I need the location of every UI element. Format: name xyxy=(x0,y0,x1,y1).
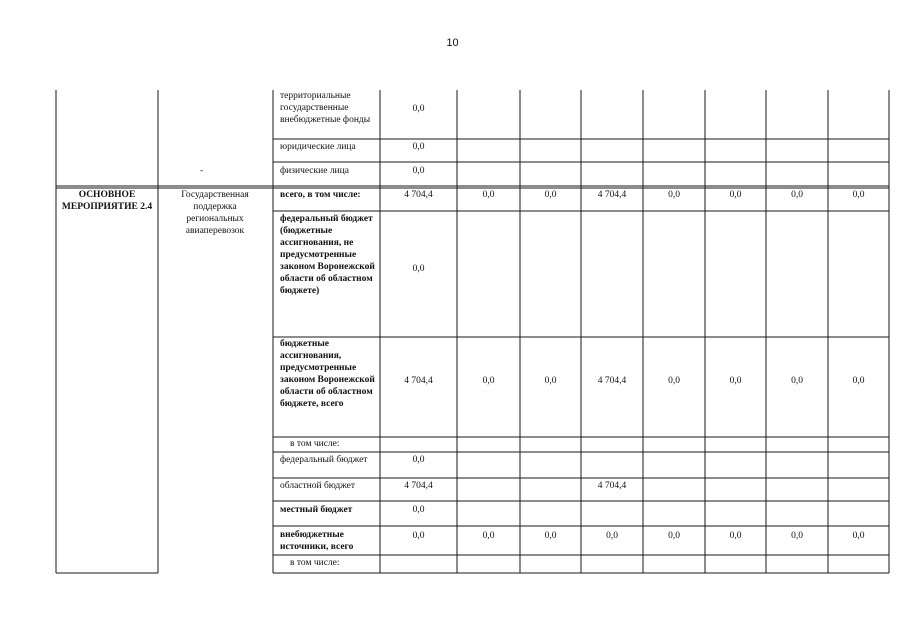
row-label-federal-not-provided: федеральный бюджет (бюджетные ассигнования, не предусмотренные законом Воронежской области об областном бюджете) xyxy=(280,214,375,296)
value-cell: 0,0 xyxy=(729,190,742,200)
value-cell: 4 704,4 xyxy=(597,190,627,200)
value-cell: 0,0 xyxy=(791,376,803,386)
value-cell: 0,0 xyxy=(412,142,425,152)
value-cell: 4 704,4 xyxy=(404,190,433,200)
page-number: 10 xyxy=(446,37,459,49)
row-label-federal-budget: федеральный бюджет xyxy=(280,455,368,465)
value-cell: 0,0 xyxy=(729,376,742,386)
row-label-regional-budget: областной бюджет xyxy=(280,481,356,491)
row-label-legal-entities: юридические лица xyxy=(280,142,356,152)
dash-mark: - xyxy=(200,166,204,176)
value-cell: 0,0 xyxy=(482,531,495,541)
value-cell: 0,0 xyxy=(412,166,425,176)
value-cell: 0,0 xyxy=(544,531,557,541)
row-label-extrabudget: внебюджетные источники, всего xyxy=(280,530,354,552)
value-cell: 0,0 xyxy=(482,190,495,200)
value-cell: 0,0 xyxy=(606,531,618,541)
value-cell: 0,0 xyxy=(852,531,865,541)
value-cell: 4 704,4 xyxy=(404,481,433,491)
row-label-including: в том числе: xyxy=(290,439,340,449)
value-cell: 0,0 xyxy=(791,531,803,541)
value-cell: 4 704,4 xyxy=(597,481,627,491)
row-label-territorial-funds: территориальные государственные внебюджетные фонды xyxy=(280,91,371,125)
value-cell: 0,0 xyxy=(412,455,425,465)
value-cell: 0,0 xyxy=(544,190,557,200)
value-cell: 0,0 xyxy=(544,376,557,386)
value-cell: 0,0 xyxy=(668,531,680,541)
value-cell: 0,0 xyxy=(412,505,425,515)
value-cell: 4 704,4 xyxy=(597,376,627,386)
value-cell: 0,0 xyxy=(668,376,680,386)
value-cell: 0,0 xyxy=(852,190,865,200)
row-label-including-2: в том числе: xyxy=(290,558,340,568)
value-cell: 0,0 xyxy=(412,264,425,274)
value-cell: 0,0 xyxy=(791,190,803,200)
row-label-budget-provided: бюджетные ассигнования, предусмотренные законом Воронежской области об областном бюджете, всего xyxy=(280,339,375,409)
value-cell: 0,0 xyxy=(852,376,865,386)
value-cell: 0,0 xyxy=(729,531,742,541)
row-label-individuals: физические лица xyxy=(280,166,349,176)
row-label-local-budget: местный бюджет xyxy=(280,505,353,515)
value-cell: 0,0 xyxy=(482,376,495,386)
value-cell: 0,0 xyxy=(412,104,425,114)
measure-name: Государственная поддержка региональных авиаперевозок xyxy=(181,190,249,236)
row-label-total: всего, в том числе: xyxy=(280,190,361,200)
measure-title: ОСНОВНОЕ МЕРОПРИЯТИЕ 2.4 xyxy=(61,190,153,212)
value-cell: 0,0 xyxy=(412,531,425,541)
value-cell: 0,0 xyxy=(668,190,680,200)
value-cell: 4 704,4 xyxy=(404,376,433,386)
